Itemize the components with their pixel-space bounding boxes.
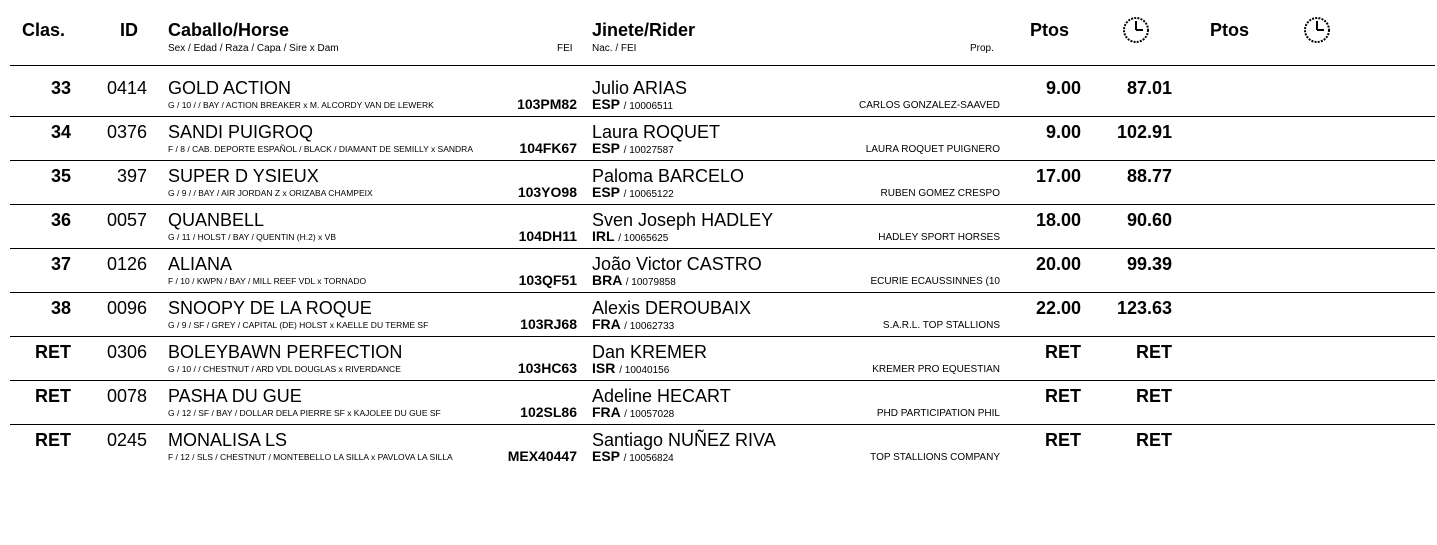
- nation-code: ESP: [592, 448, 620, 464]
- owner-name: ECURIE ECAUSSINNES (10: [870, 276, 1000, 287]
- rider-nation: [592, 272, 676, 288]
- horse-fei-id: 103YO98: [517, 184, 577, 200]
- horse-fei-id: 103HC63: [517, 360, 577, 376]
- header-pts-2: Ptos: [1210, 20, 1250, 40]
- rank-cell: 35: [50, 166, 71, 186]
- rider-fei-id: / 10006511: [623, 101, 673, 112]
- rider-fei-id: / 10027587: [623, 145, 674, 156]
- rider-name: Santiago NUÑEZ RIVA: [592, 430, 776, 450]
- id-cell: 397: [116, 166, 147, 186]
- row-divider: [10, 292, 1435, 293]
- table-row: [0, 426, 1437, 462]
- horse-name: MONALISA LS: [168, 430, 288, 450]
- time-cell: RET: [1136, 386, 1172, 406]
- horse-details: F / 10 / KWPN / BAY / MILL REEF VDL x TORNADO: [168, 276, 367, 286]
- rider-nation: [592, 404, 674, 420]
- rider-name: Dan KREMER: [592, 342, 708, 362]
- points-cell: RET: [1045, 386, 1081, 406]
- horse-details: F / 8 / CAB. DEPORTE ESPAÑOL / BLACK / DIAMANT DE SEMILLY x SANDRA: [168, 144, 473, 154]
- nation-code: FRA: [592, 316, 621, 332]
- rider-name: João Victor CASTRO: [592, 254, 762, 274]
- id-cell: 0414: [106, 78, 147, 98]
- rank-cell: RET: [35, 386, 71, 406]
- horse-fei-id: 104DH11: [518, 228, 577, 244]
- rider-nation: [592, 448, 674, 464]
- id-cell: 0245: [106, 430, 147, 450]
- header-prop: Prop.: [970, 43, 994, 54]
- owner-name: KREMER PRO EQUESTIAN: [872, 364, 1000, 375]
- owner-name: TOP STALLIONS COMPANY: [870, 452, 1000, 463]
- id-cell: 0096: [106, 298, 147, 318]
- rank-cell: 38: [50, 298, 71, 318]
- horse-details: G / 9 / / BAY / AIR JORDAN Z x ORIZABA CHAMPEIX: [168, 188, 373, 198]
- horse-details: G / 12 / SF / BAY / DOLLAR DELA PIERRE SF x KAJOLEE DU GUE SF: [168, 408, 441, 418]
- points-cell: 18.00: [1035, 210, 1081, 230]
- row-divider: [10, 380, 1435, 381]
- table-row: [0, 206, 1437, 242]
- horse-fei-id: 103QF51: [518, 272, 577, 288]
- horse-fei-id: 103RJ68: [520, 316, 577, 332]
- header-fei: FEI: [557, 43, 573, 54]
- horse-details: F / 12 / SLS / CHESTNUT / MONTEBELLO LA SILLA x PAVLOVA LA SILLA: [168, 452, 453, 462]
- rider-fei-id: / 10065625: [618, 233, 669, 244]
- points-cell: 22.00: [1035, 298, 1081, 318]
- horse-name: PASHA DU GUE: [168, 386, 302, 406]
- id-cell: 0057: [106, 210, 147, 230]
- table-row: [0, 162, 1437, 198]
- nation-code: IRL: [592, 228, 615, 244]
- header-id: ID: [120, 20, 138, 40]
- rider-name: Adeline HECART: [592, 386, 731, 406]
- nation-code: ESP: [592, 140, 620, 156]
- time-cell: 123.63: [1116, 298, 1172, 318]
- header-rider-sub: Nac. / FEI: [592, 43, 637, 54]
- rank-cell: 33: [50, 78, 71, 98]
- nation-code: BRA: [592, 272, 622, 288]
- horse-name: QUANBELL: [168, 210, 265, 230]
- rider-fei-id: / 10062733: [624, 321, 675, 332]
- horse-name: SANDI PUIGROQ: [168, 122, 314, 142]
- owner-name: S.A.R.L. TOP STALLIONS: [882, 320, 1000, 331]
- time-cell: RET: [1136, 430, 1172, 450]
- header-clas: Clas.: [22, 20, 66, 40]
- horse-details: G / 10 / / BAY / ACTION BREAKER x M. ALCORDY VAN DE LEWERK: [168, 100, 434, 110]
- table-row: [0, 382, 1437, 418]
- rider-fei-id: / 10079858: [625, 277, 676, 288]
- points-cell: 17.00: [1035, 166, 1081, 186]
- horse-name: ALIANA: [168, 254, 233, 274]
- horse-name: SUPER D YSIEUX: [168, 166, 319, 186]
- clock-icon: [1303, 16, 1331, 44]
- row-divider: [10, 424, 1435, 425]
- nation-code: ESP: [592, 96, 620, 112]
- rider-nation: [592, 184, 674, 200]
- time-cell: 88.77: [1126, 166, 1172, 186]
- rider-nation: [592, 316, 674, 332]
- rank-cell: 34: [50, 122, 71, 142]
- id-cell: 0376: [106, 122, 147, 142]
- horse-fei-id: 103PM82: [517, 96, 577, 112]
- row-divider: [10, 336, 1435, 337]
- rider-nation: [592, 360, 669, 376]
- rider-name: Alexis DEROUBAIX: [592, 298, 752, 318]
- clock-icon: [1122, 16, 1150, 44]
- horse-name: BOLEYBAWN PERFECTION: [168, 342, 403, 362]
- rider-fei-id: / 10065122: [623, 189, 674, 200]
- rider-fei-id: / 10057028: [624, 409, 675, 420]
- rider-name: Laura ROQUET: [592, 122, 721, 142]
- id-cell: 0126: [106, 254, 147, 274]
- horse-details: G / 11 / HOLST / BAY / QUENTIN (H.2) x VB: [168, 232, 336, 242]
- table-row: [0, 74, 1437, 110]
- rider-nation: [592, 140, 674, 156]
- horse-name: SNOOPY DE LA ROQUE: [168, 298, 372, 318]
- owner-name: HADLEY SPORT HORSES: [878, 232, 1000, 243]
- points-cell: 9.00: [1045, 122, 1081, 142]
- rank-cell: RET: [35, 342, 71, 362]
- row-divider: [10, 160, 1435, 161]
- horse-fei-id: MEX40447: [507, 448, 577, 464]
- horse-fei-id: 104FK67: [519, 140, 577, 156]
- rider-fei-id: / 10040156: [619, 365, 670, 376]
- time-cell: 99.39: [1126, 254, 1172, 274]
- points-cell: 9.00: [1045, 78, 1081, 98]
- owner-name: PHD PARTICIPATION PHIL: [876, 408, 1000, 419]
- owner-name: CARLOS GONZALEZ-SAAVED: [859, 100, 1000, 111]
- horse-fei-id: 102SL86: [520, 404, 577, 420]
- rider-name: Julio ARIAS: [592, 78, 688, 98]
- points-cell: 20.00: [1035, 254, 1081, 274]
- table-row: [0, 338, 1437, 374]
- time-cell: 90.60: [1126, 210, 1172, 230]
- row-divider: [10, 204, 1435, 205]
- rank-cell: 37: [50, 254, 71, 274]
- owner-name: RUBEN GOMEZ CRESPO: [880, 188, 1000, 199]
- nation-code: FRA: [592, 404, 621, 420]
- rider-fei-id: / 10056824: [623, 453, 674, 464]
- time-cell: RET: [1136, 342, 1172, 362]
- table-row: [0, 294, 1437, 330]
- header-horse-sub: Sex / Edad / Raza / Capa / Sire x Dam: [168, 43, 339, 54]
- header-pts-1: Ptos: [1030, 20, 1070, 40]
- horse-details: G / 10 / / CHESTNUT / ARD VDL DOUGLAS x RIVERDANCE: [168, 364, 401, 374]
- rank-cell: 36: [50, 210, 71, 230]
- row-divider: [10, 248, 1435, 249]
- id-cell: 0078: [106, 386, 147, 406]
- table-row: [0, 118, 1437, 154]
- owner-name: LAURA ROQUET PUIGNERO: [865, 144, 1000, 155]
- points-cell: RET: [1045, 430, 1081, 450]
- points-cell: RET: [1045, 342, 1081, 362]
- rank-cell: RET: [35, 430, 71, 450]
- rider-name: Paloma BARCELO: [592, 166, 745, 186]
- header-horse: Caballo/Horse: [168, 20, 290, 40]
- rider-nation: [592, 96, 673, 112]
- rider-name: Sven Joseph HADLEY: [592, 210, 774, 230]
- table-row: [0, 250, 1437, 286]
- header-divider: [10, 65, 1435, 66]
- id-cell: 0306: [106, 342, 147, 362]
- horse-details: G / 9 / SF / GREY / CAPITAL (DE) HOLST x KAELLE DU TERME SF: [168, 320, 429, 330]
- nation-code: ISR: [592, 360, 616, 376]
- horse-name: GOLD ACTION: [168, 78, 292, 98]
- header-rider: Jinete/Rider: [592, 20, 696, 40]
- rider-nation: [592, 228, 668, 244]
- time-cell: 102.91: [1116, 122, 1172, 142]
- time-cell: 87.01: [1126, 78, 1172, 98]
- nation-code: ESP: [592, 184, 620, 200]
- row-divider: [10, 116, 1435, 117]
